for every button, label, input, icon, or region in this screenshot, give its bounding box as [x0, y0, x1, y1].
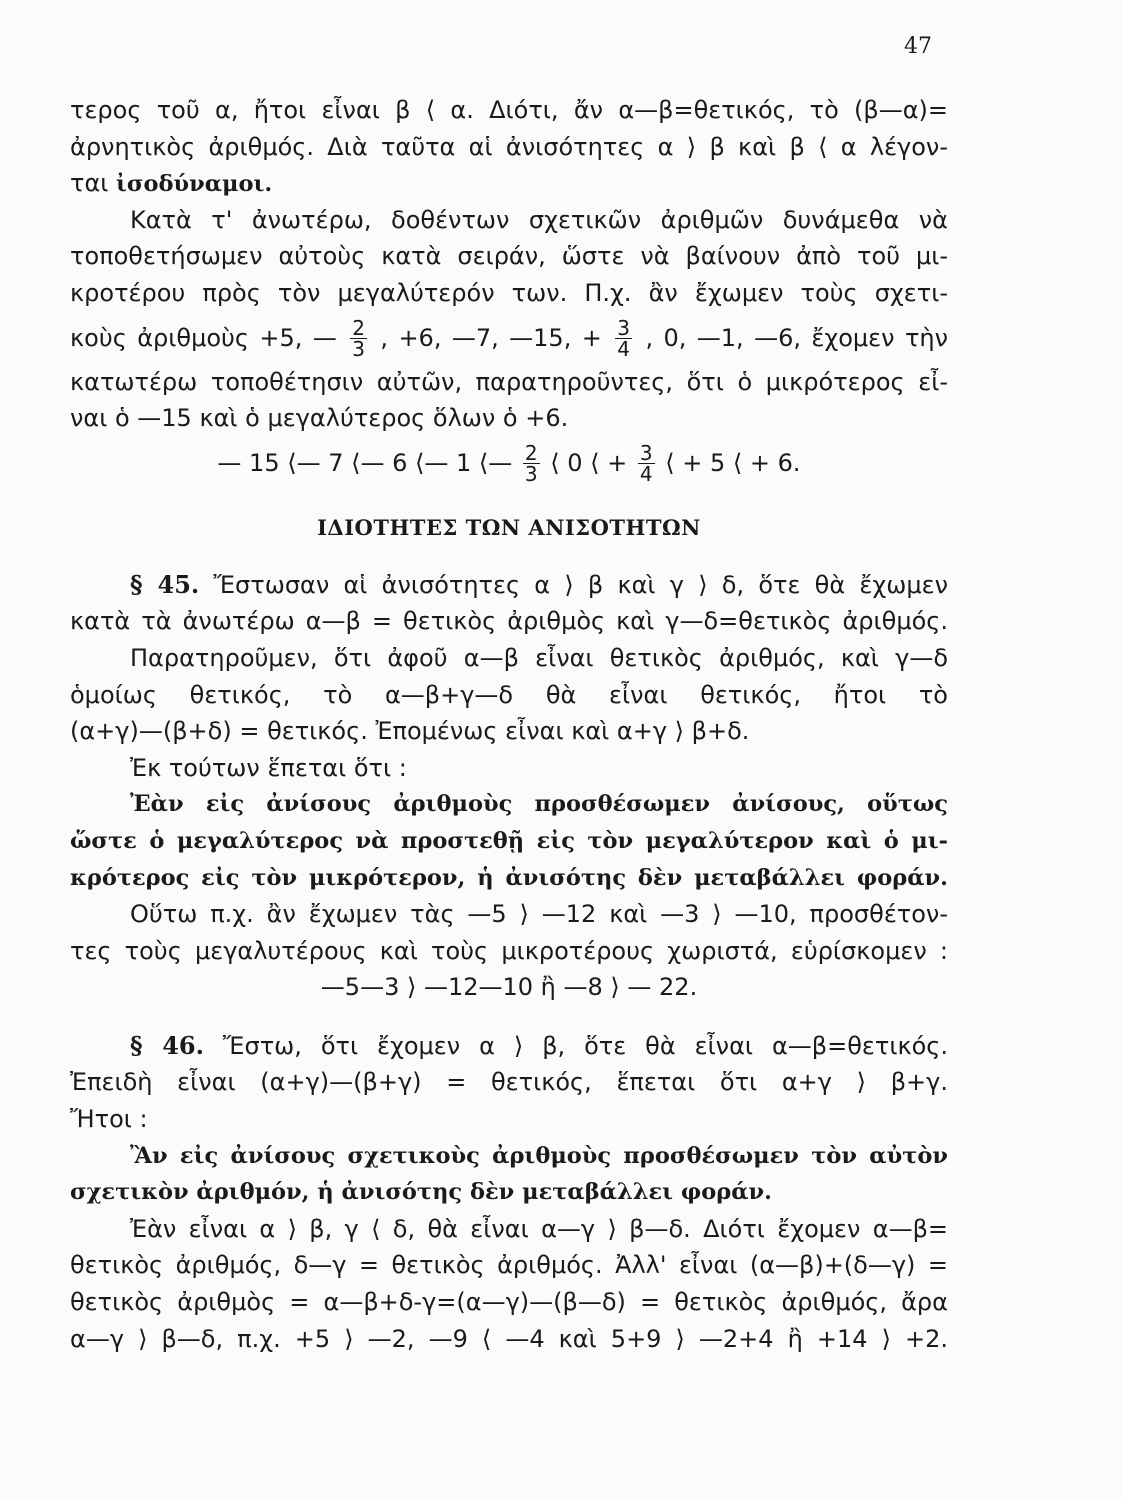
text-span: , +6, —7, —15, +: [380, 323, 602, 352]
text-line: Ἐπειδὴ εἶναι (α+γ)—(β+γ) = θετικός, ἕπεται ὅτι α+γ ⟩ β+γ.: [70, 1068, 948, 1097]
text-line: θετικὸς ἀριθμός, δ—γ = θετικὸς ἀριθμός. Ἀλλ' εἶναι (α—β)+(δ—γ) =: [70, 1251, 948, 1280]
fraction-two-thirds: [350, 316, 367, 362]
spacer: [70, 1006, 948, 1028]
text-line: [70, 165, 948, 202]
text-line: ὁμοίως θετικός, τὸ α—β+γ—δ θὰ εἶναι θετικός, ἤτοι τὸ: [70, 680, 948, 709]
term-isodynamoi: ἰσοδύναμοι.: [116, 171, 273, 198]
fraction-numerator: 3: [617, 316, 631, 341]
theorem-line: σχετικὸν ἀριθμόν, ἡ ἀνισότης δὲν μεταβάλλει φοράν.: [70, 1179, 772, 1206]
fraction-numerator: 2: [524, 441, 538, 466]
text-line: (α+γ)—(β+δ) = θετικός. Ἐπομένως εἶναι καὶ α+γ ⟩ β+δ.: [70, 717, 750, 746]
text-line: κατὰ τὰ ἀνωτέρω α—β = θετικὸς ἀριθμὸς καὶ γ—δ=θετικὸς ἀριθμός.: [70, 607, 948, 636]
fraction-denominator: 4: [617, 337, 631, 362]
text-line: τερος τοῦ α, ἤτοι εἶναι β ⟨ α. Διότι, ἄν α—β=θετικός, τὸ (β—α)=: [70, 96, 948, 124]
text-line: [70, 1028, 948, 1065]
text-span: , 0, —1, —6, ἔχομεν τὴν: [645, 323, 949, 352]
text-line: [70, 567, 948, 604]
page-body: [70, 92, 948, 1357]
fraction-denominator: 3: [352, 337, 365, 362]
text-line: ναι ὁ —15 καὶ ὁ μεγαλύτερος ὅλων ὁ +6.: [70, 404, 569, 433]
theorem-line: Ἂν εἰς ἀνίσους σχετικοὺς ἀριθμοὺς προσθέσωμεν τὸν αὐτὸν: [130, 1142, 948, 1169]
fraction-numerator: 3: [639, 441, 653, 466]
text-line: α—γ ⟩ β—δ, π.χ. +5 ⟩ —2, —9 ⟨ —4 καὶ 5+9 ⟩ —2+4 ἢ +14 ⟩ +2.: [70, 1324, 948, 1353]
text-line: τες τοὺς μεγαλυτέρους καὶ τοὺς μικροτέρους χωριστά, εὑρίσκομεν :: [70, 936, 948, 965]
theorem-line: ὥστε ὁ μεγαλύτερος νὰ προστεθῇ εἰς τὸν μεγαλύτερον καὶ ὁ μι-: [70, 827, 948, 854]
text-line: Ἐκ τούτων ἕπεται ὅτι :: [130, 753, 407, 782]
formula-line: —5—3 ⟩ —12—10 ἢ —8 ⟩ — 22.: [320, 973, 698, 1002]
fraction-denominator: 3: [524, 462, 538, 487]
page-number: 47: [904, 34, 932, 59]
inequality-chain: [70, 437, 948, 489]
theorem-line: Ἐὰν εἰς ἀνίσους ἀριθμοὺς προσθέσωμεν ἀνίσους, οὕτως: [130, 791, 948, 818]
text-line: τοποθετήσωμεν αὐτοὺς κατὰ σειράν, ὥστε νὰ βαίνουν ἀπὸ τοῦ μι-: [70, 242, 948, 271]
text-span: — 15 ⟨— 7 ⟨— 6 ⟨— 1 ⟨—: [217, 448, 513, 477]
fraction-three-fourths: [615, 316, 632, 362]
text-span: ⟨ + 5 ⟨ + 6.: [665, 448, 801, 477]
fraction-three-fourths: [638, 441, 655, 487]
text-line: Οὕτω π.χ. ἂν ἔχωμεν τὰς —5 ⟩ —12 καὶ —3 ⟩ —10, προσθέτον-: [130, 900, 948, 929]
section-label-45: § 45.: [130, 569, 200, 599]
text-span: ⟨ 0 ⟨ +: [550, 448, 628, 477]
text-line: κατωτέρω τοποθέτησιν αὐτῶν, παρατηροῦντες, ὅτι ὁ μικρότερος εἶ-: [70, 367, 948, 396]
text-span: ται: [70, 169, 117, 198]
text-span: κοὺς ἀριθμοὺς +5, —: [70, 323, 337, 352]
text-line: Ἤτοι :: [70, 1105, 148, 1134]
text-line: ἀρνητικὸς ἀριθμός. Διὰ ταῦτα αἱ ἀνισότητες α ⟩ β καὶ β ⟨ α λέγον-: [70, 132, 948, 161]
text-line: κροτέρου πρὸς τὸν μεγαλύτερόν των. Π.χ. ἂν ἔχωμεν τοὺς σχετι-: [70, 278, 948, 307]
section-label-46: § 46.: [130, 1030, 204, 1060]
text-line: Παρατηροῦμεν, ὅτι ἀφοῦ α—β εἶναι θετικὸς ἀριθμός, καὶ γ—δ: [130, 643, 948, 672]
fraction-two-thirds: [523, 441, 540, 487]
text-line-with-fractions: [70, 312, 948, 364]
text-line: Ἐὰν εἶναι α ⟩ β, γ ⟨ δ, θὰ εἶναι α—γ ⟩ β—δ. Διότι ἔχομεν α—β=: [130, 1214, 948, 1243]
fraction-numerator: 2: [352, 316, 365, 341]
text-span: Ἔστωσαν αἱ ἀνισότητες α ⟩ β καὶ γ ⟩ δ, ὅτε θὰ ἔχωμεν: [199, 570, 948, 599]
section-heading: ΙΔΙΟΤΗΤΕΣ ΤΩΝ ΑΝΙΣΟΤΗΤΩΝ: [317, 514, 701, 540]
text-span: Ἔστω, ὅτι ἔχομεν α ⟩ β, ὅτε θὰ εἶναι α—β=θετικός.: [203, 1031, 948, 1060]
fraction-denominator: 4: [639, 462, 653, 487]
text-line: Κατὰ τ' ἀνωτέρω, δοθέντων σχετικῶν ἀριθμῶν δυνάμεθα νὰ: [130, 205, 948, 234]
text-line: θετικὸς ἀριθμὸς = α—β+δ-γ=(α—γ)—(β—δ) = θετικὸς ἀριθμός, ἄρα: [70, 1288, 948, 1317]
theorem-line: κρότερος εἰς τὸν μικρότερον, ἡ ἀνισότης δὲν μεταβάλλει φοράν.: [70, 864, 948, 891]
